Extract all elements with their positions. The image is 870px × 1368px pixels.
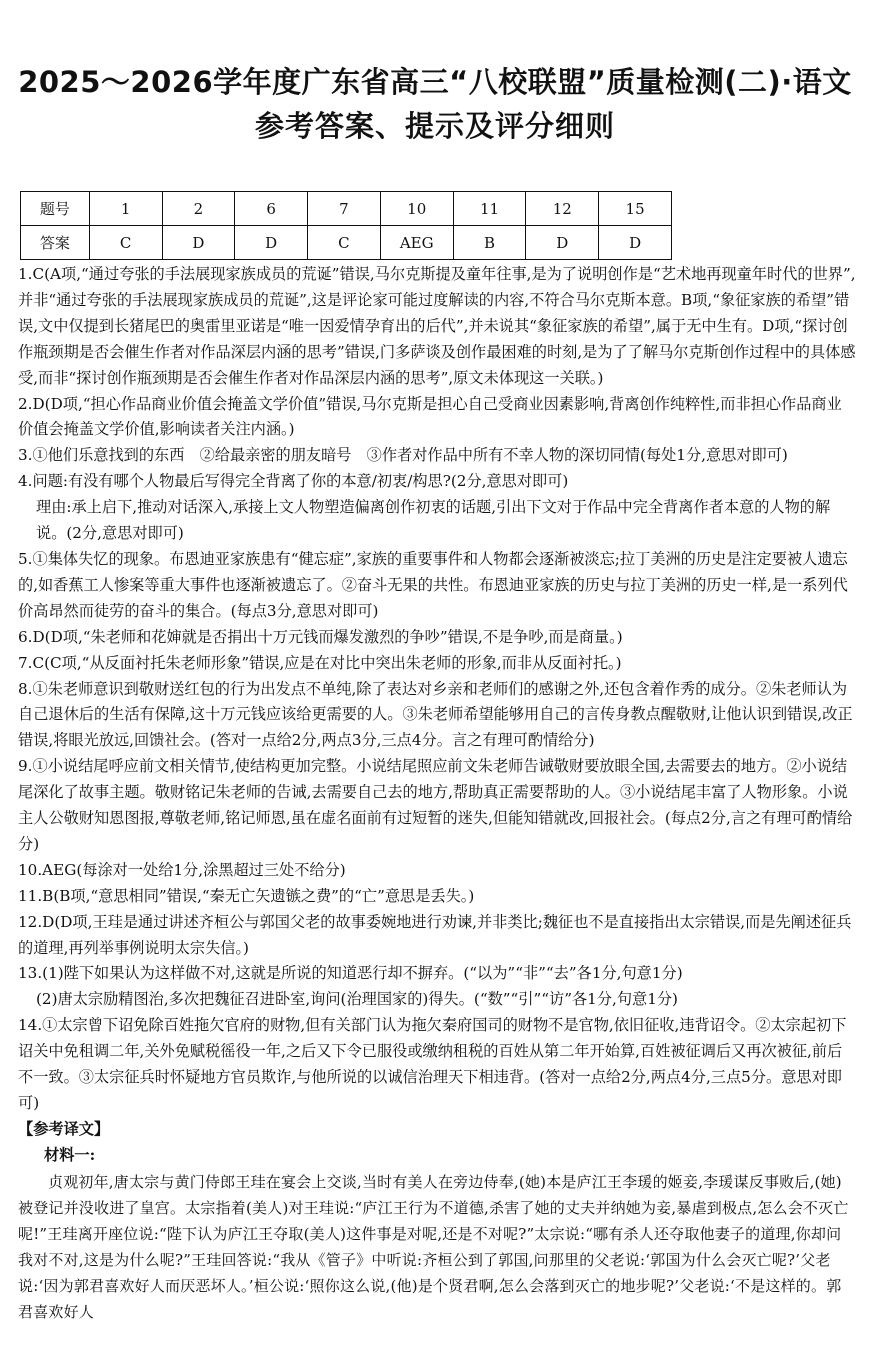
item-number: 11. [18,886,43,905]
material-label: 材料一: [44,1145,96,1164]
page-title: 2025～2026学年度广东省高三“八校联盟”质量检测(二)·语文 [18,65,852,99]
item-number: 10. [18,860,43,879]
item-text: ①朱老师意识到敬财送红包的行为出发点不单纯,除了表达对乡亲和老师们的感谢之外,还包含着作秀的成分。②朱老师认为自己退休后的生活有保障,这十万元钱应该给更需要的人。③朱老师希望能够用自己的言传身教点醒敬财,让他认识到错误,改正错误,将眼光放远,回馈社会。(答对一点给2分,两点3分,三点4分。言之有理可酌情给分) [18,679,853,750]
item-number: 8. [18,679,33,698]
item-text: ①太宗曾下诏免除百姓拖欠官府的财物,但有关部门认为拖欠秦府国司的财物不是官物,依旧征收,违背诏令。②太宗起初下诏关中免租调二年,关外免赋税徭役一年,之后又下令已服役或缴纳租税的百姓从第二年开始算,百姓被征调后又再次被征,前后不一致。③太宗征兵时怀疑地方官员欺诈,与他所说的以诚信治理天下相违背。(答对一点给2分,两点4分,三点5分。意思对即可) [18,1016,847,1112]
item-text: B(B项,“意思相同”错误,“秦无亡矢遗镞之费”的“亡”意思是丢失。) [42,886,475,905]
question-number: 11 [453,192,526,226]
answer-table-number-row [21,192,672,226]
explanation-item [18,625,856,651]
item-text: 理由:承上启下,推动对话深入,承接上文人物塑造偏离创作初衷的话题,引出下文对于作品中完全背离作者本意的人物的解说。(2分,意思对即可) [36,498,831,543]
item-number: 13. [18,964,43,983]
explanation-item [18,262,856,392]
question-number: 1 [89,192,162,226]
explanation-item [18,677,856,755]
item-number: 1. [18,265,33,283]
item-text: C(C项,“从反面衬托朱老师形象”错误,应是在对比中突出朱老师的形象,而非从反面衬托。) [32,653,622,672]
item-text: 问题:有没有哪个人物最后写得完全背离了你的本意/初衷/构思?(2分,意思对即可) [32,472,569,491]
item-number: 2. [18,394,33,413]
question-number: 2 [162,192,235,226]
row-label-answer: 答案 [21,226,90,260]
explanation-item [18,858,856,884]
answer-table-answer-row [21,226,672,260]
explanation-item [18,884,856,910]
answer-cell: B [453,226,526,260]
item-number: 9. [18,757,33,776]
item-text: C(A项,“通过夸张的手法展现家族成员的荒诞”错误,马尔克斯提及童年往事,是为了说明创作是“艺术地再现童年时代的世界”,并非“通过夸张的手法展现家族成员的荒诞”,这是评论家可能过度解读的内容,不符合马尔克斯本意。B项,“象征家族的希望”错误,文中仅提到长猪尾巴的奥雷里亚诺是“唯一因爱情孕育出的后代”,并未说其“象征家族的希望”,属于无中生有。D项,“探讨创作瓶颈期是否会催生作者对作品深层内涵的思考”错误,门多萨谈及创作最困难的时刻,是为了了解马尔克斯创作过程中的具体感受,而非“探讨创作瓶颈期是否会催生作者对作品深层内涵的思考”,原文未体现这一关联。) [18,265,856,387]
answer-cell: C [89,226,162,260]
explanation-item [18,392,856,444]
explanation-list [18,262,856,1117]
explanation-item [18,987,856,1013]
question-number: 10 [380,192,453,226]
item-number: 4. [18,472,33,491]
explanation-item [18,1013,856,1117]
answer-cell: D [162,226,235,260]
explanation-item [18,961,856,987]
explanation-item [18,495,856,547]
question-number: 7 [308,192,381,226]
question-number: 6 [235,192,308,226]
explanation-item [18,547,856,625]
item-text: D(D项,王珪是通过讲述齐桓公与郭国父老的故事委婉地进行劝谏,并非类比;魏征也不是直接指出太宗错误,而是先阐述征兵的道理,再列举事例说明太宗失信。) [18,912,852,957]
answer-cell: D [526,226,599,260]
item-text: ①集体失忆的现象。布恩迪亚家族患有“健忘症”,家族的重要事件和人物都会逐渐被淡忘;拉丁美洲的历史是注定要被人遗忘的,如香蕉工人惨案等重大事件也逐渐被遗忘了。②奋斗无果的共性。布恩迪亚家族的历史与拉丁美洲的历史一样,是一系列代价高昂然而徒劳的奋斗的集合。(每点3分,意思对即可) [18,549,848,620]
item-number: 3. [18,446,33,465]
item-text: AEG(每涂对一处给1分,涂黑超过三处不给分) [42,860,346,879]
explanation-item [18,443,856,469]
page-subtitle: 参考答案、提示及评分细则 [254,109,615,143]
item-number: 12. [18,912,43,931]
answer-cell: C [308,226,381,260]
explanation-item [18,910,856,962]
item-number: 7. [18,653,33,672]
explanation-item [18,469,856,495]
translation-paragraph: 贞观初年,唐太宗与黄门侍郎王珪在宴会上交谈,当时有美人在旁边侍奉,(她)本是庐江王李瑗的姬妾,李瑗谋反事败后,(她)被登记并没收进了皇宫。太宗指着(美人)对王珪说:“庐江王行为不道德,杀害了她的丈夫并纳她为妾,暴虐到极点,怎么会不灭亡呢!”王珪离开座位说:“陛下认为庐江王夺取(美人)这件事是对呢,还是不对呢?”太宗说:“哪有杀人还夺取他妻子的道理,你却问我对不对,这是为什么呢?”王珪回答说:“我从《管子》中听说:齐桓公到了郭国,问那里的父老说:‘郭国为什么会灭亡呢?’父老说:‘因为郭君喜欢好人而厌恶坏人。’桓公说:‘照你这么说,(他)是个贤君啊,怎么会落到灭亡的地步呢?’父老说:‘不是这样的。郭君喜欢好人 [18,1172,849,1321]
answer-table [20,191,672,260]
answer-cell: D [599,226,672,260]
item-number: 5. [18,549,33,568]
answer-cell: AEG [380,226,453,260]
item-number: 14. [18,1016,43,1035]
item-text: D(D项,“朱老师和花婶就是否捐出十万元钱而爆发激烈的争吵”错误,不是争吵,而是商量。) [32,627,623,646]
explanation-item [18,754,856,858]
item-text: ①小说结尾呼应前文相关情节,使结构更加完整。小说结尾照应前文朱老师告诫敬财要放眼全国,去需要去的地方。②小说结尾深化了故事主题。敬财铭记朱老师的告诫,去需要自己去的地方,帮助真正需要帮助的人。③小说结尾丰富了人物形象。小说主人公敬财知恩图报,尊敬老师,铭记师恩,虽在虚名面前有过短暂的迷失,但能知错就改,回报社会。(每点2分,言之有理可酌情给分) [18,757,853,853]
translation-heading: 【参考译文】 [18,1119,110,1138]
item-text: (2)唐太宗励精图治,多次把魏征召进卧室,询问(治理国家的)得失。(“数”“引”“访”各1分,句意1分) [36,990,678,1009]
item-number: 6. [18,627,33,646]
question-number: 12 [526,192,599,226]
item-text: D(D项,“担心作品商业价值会掩盖文学价值”错误,马尔克斯是担心自己受商业因素影响,背离创作纯粹性,而非担心作品商业价值会掩盖文学价值,影响读者关注内涵。) [18,394,842,439]
answer-explanations [18,262,856,1325]
explanation-item [18,651,856,677]
answer-cell: D [235,226,308,260]
row-label-number: 题号 [21,192,90,226]
question-number: 15 [599,192,672,226]
item-text: (1)陛下如果认为这样做不对,这就是所说的知道恶行却不摒弃。(“以为”“非”“去”各1分,句意1分) [42,964,683,983]
item-text: ①他们乐意找到的东西 ②给最亲密的朋友暗号 ③作者对作品中所有不幸人物的深切同情(每处1分,意思对即可) [32,446,788,465]
